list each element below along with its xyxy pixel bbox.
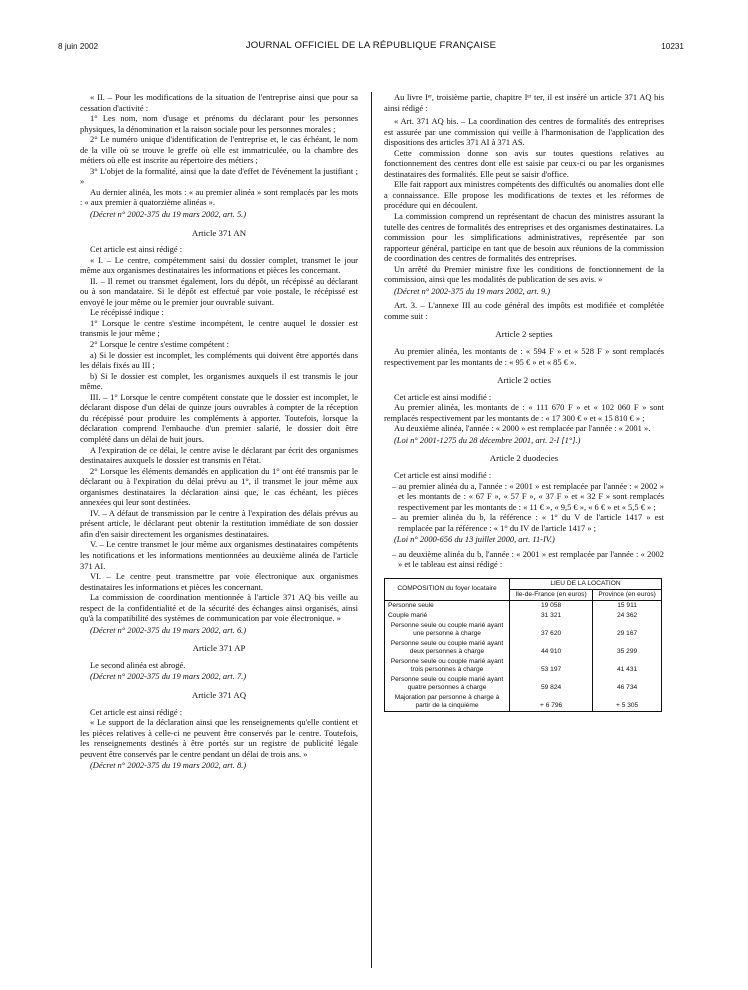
paragraph: Cet article est ainsi modifié : [394, 469, 492, 480]
row-label: Personne seule [385, 600, 510, 611]
paragraph: – au premier alinéa du b, la référence : « 1° du V de l'article 1417 » est remplacée par la référence : « 1° du IV de l'article 1417 » ; [392, 512, 664, 533]
ile-de-france-value: 31 321 [510, 611, 593, 621]
table-row [385, 611, 662, 621]
row-label: Majoration par personne à charge à partir de la cinquième [385, 693, 510, 712]
column-group-header: LIEU DE LA LOCATION [510, 578, 662, 589]
article-heading: Article 371 AQ [191, 689, 247, 700]
ile-de-france-value: + 6 796 [510, 693, 593, 712]
province-value: 46 734 [593, 675, 662, 693]
page-header [58, 40, 684, 54]
paragraph: II. – Il remet ou transmet également, lors du dépôt, un récépissé au déclarant ou à son mandataire. Si le dépôt est effectué par voie postale, le récépissé est envoyé le jour même ou le premier jour ouvrable suivant. [80, 275, 358, 307]
paragraph: III. – 1° Lorsque le centre compétent constate que le dossier est incomplet, le déclarant dispose d'un délai de quinze jours ouvrables à compter de la réception du récépissé pour produire les compléments à apporter. Toutefois, lorsque la déclaration comprend l'embauche d'un premier salarié, le dossier doit être complété dans un délai de huit jours. [80, 391, 358, 444]
table-row [385, 621, 662, 639]
row-label: Personne seule ou couple marié ayant une personne à charge [385, 621, 510, 639]
paragraph: « Art. 371 AQ bis. – La coordination des centres de formalités des entreprises est assurée par une commission qui veille à l'harmonisation de l'application des dispositions des articles 371 AI à 371 AS. [384, 116, 664, 148]
article-heading: Article 2 duodecies [489, 453, 559, 464]
paragraph: 3° L'objet de la formalité, ainsi que la date d'effet de l'événement la justifiant ; » [80, 165, 358, 187]
right-column [384, 92, 664, 712]
paragraph: 1° Les nom, nom d'usage et prénoms du déclarant pour les personnes physiques, la dénomination et la raison sociale pour les personnes morales ; [80, 113, 358, 134]
province-value: 29 167 [593, 621, 662, 639]
column-header: Province (en euros) [593, 589, 662, 600]
ile-de-france-value: 44 910 [510, 639, 593, 657]
paragraph: La commission de coordination mentionnée à l'article 371 AQ bis veille au respect de la confidentialité et de la sécurité des échanges ainsi organisés, ainsi qu'à la compatibilité des systèmes de communication par voie électronique. » [80, 592, 358, 624]
paragraph: 1° Lorsque le centre s'estime incompétent, le centre auquel le dossier est transmis le jour même ; [80, 317, 358, 339]
province-value: 15 911 [593, 600, 662, 611]
province-value: 35 299 [593, 639, 662, 657]
table-row [385, 639, 662, 657]
paragraph: – au premier alinéa du a, l'année : « 2001 » est remplacée par l'année : « 2002 » et les montants de : « 67 F », « 57 F », « 37 F » et « 32 F » sont remplacés respectivement par les montants de : « 11 € », « 9,5 € », « 6 € » et « 5,5 € » ; [392, 480, 664, 512]
citation: (Décret n° 2002-375 du 19 mars 2002, art. 8.) [90, 760, 247, 771]
table-body [385, 600, 662, 711]
citation: (Loi n° 2000-656 du 13 juillet 2000, art. 11-IV.) [394, 534, 555, 545]
column-header: Ile-de-France (en euros) [510, 589, 593, 600]
paragraph: Au premier alinéa, les montants de : « 594 F » et « 528 F » sont remplacés respectivement par les montants de : « 95 € » et « 85 € ». [384, 346, 664, 367]
paragraph: Un arrêté du Premier ministre fixe les conditions de fonctionnement de la commission, ainsi que les modalités de publication de ses avis. » [384, 263, 664, 285]
paragraph: Cette commission donne son avis sur toutes questions relatives au fonctionnement des centres dont elle est saisie par ceux-ci ou par les organismes destinataires des formalités. Elle peut se saisir d'office. [384, 147, 664, 179]
paragraph: « II. – Pour les modifications de la situation de l'entreprise ainsi que pour sa cessation d'activité : [80, 92, 358, 113]
citation: (Décret n° 2002-375 du 19 mars 2002, art. 5.) [90, 209, 247, 220]
ile-de-france-value: 19 058 [510, 600, 593, 611]
row-label: Personne seule ou couple marié ayant deux personnes à charge [385, 639, 510, 657]
ile-de-france-value: 53 197 [510, 657, 593, 675]
citation: (Loi n° 2001-1275 du 28 décembre 2001, art. 2-I [1°].) [394, 434, 581, 445]
paragraph: Au premier alinéa, les montants de : « 111 670 F » et « 102 060 F » sont remplacés respectivement par les montants de : « 17 300 € » et « 15 810 € » ; [384, 402, 664, 423]
table-row [385, 600, 662, 611]
article-heading: Article 2 octies [497, 375, 551, 386]
paragraph: – au deuxième alinéa du b, l'année : « 2001 » est remplacée par l'année : « 2002 » et le tableau est ainsi rédigé : [392, 548, 664, 570]
table-row [385, 657, 662, 675]
paragraph: Cet article est ainsi rédigé : [90, 244, 183, 255]
province-value: 41 431 [593, 657, 662, 675]
paragraph: Cet article est ainsi modifié : [394, 391, 492, 402]
column-header: COMPOSITION du foyer locataire [385, 578, 510, 600]
paragraph: Elle fait rapport aux ministres compétents des difficultés ou anomalies dont elle a connaissance. Elle propose les modifications de textes et les réformes de procédure qui en découlent. [384, 179, 664, 211]
paragraph: Art. 3. – L'annexe III au code général des impôts est modifiée et complétée comme suit : [384, 300, 664, 321]
paragraph: Le second alinéa est abrogé. [90, 659, 186, 670]
left-column [80, 92, 358, 775]
paragraph: Au livre Iᵉʳ, troisième partie, chapitre Iᵉʳ ter, il est inséré un article 371 AQ bis ainsi rédigé : [384, 92, 664, 113]
paragraph: Le récépissé indique : [90, 307, 164, 318]
income-ceiling-table [384, 578, 662, 712]
page-number: 10231 [661, 42, 684, 51]
paragraph: La commission comprend un représentant de chacun des ministres assurant la tutelle des centres de formalités des entreprises et des organismes destinataires. La commission pour les simplifications administratives, représentée par son rapporteur général, participe en tant que de besoin aux réunions de la commission de coordination des centres de formalités des entreprises. [384, 211, 664, 264]
table-row [385, 675, 662, 693]
row-label: Personne seule ou couple marié ayant quatre personnes à charge [385, 675, 510, 693]
journal-title: JOURNAL OFFICIEL DE LA RÉPUBLIQUE FRANÇAISE [245, 40, 497, 51]
citation: (Décret n° 2002-375 du 19 mars 2002, art. 7.) [90, 671, 247, 682]
ile-de-france-value: 37 620 [510, 621, 593, 639]
province-value: 24 362 [593, 611, 662, 621]
paragraph: IV. – A défaut de transmission par le centre à l'expiration des délais prévus au présent article, le déclarant peut obtenir la restitution immédiate de son dossier afin d'en saisir directement les organismes destinataires. [80, 507, 358, 539]
article-heading: Article 371 AP [192, 643, 246, 654]
paragraph: 2° Lorsque le centre s'estime compétent : [90, 339, 229, 350]
paragraph: VI. – Le centre peut transmettre par voie électronique aux organismes destinataires les informations et pièces les concernant. [80, 571, 358, 592]
paragraph: Au dernier alinéa, les mots : « au premier alinéa » sont remplacés par les mots : « aux premier à quatorzième alinéas ». [80, 186, 358, 208]
paragraph: V. – Le centre transmet le jour même aux organismes destinataires compétents les notifications et les informations mentionnées au deuxième alinéa de l'article 371 AI. [80, 539, 358, 571]
ile-de-france-value: 59 824 [510, 675, 593, 693]
paragraph: Cet article est ainsi rédigé : [90, 706, 183, 717]
row-label: Couple marié [385, 611, 510, 621]
paragraph: « I. – Le centre, compétemment saisi du dossier complet, transmet le jour même aux organismes destinataires les informations et pièces les concernant. [80, 254, 358, 276]
article-heading: Article 371 AN [191, 227, 247, 238]
citation: (Décret n° 2002-375 du 19 mars 2002, art. 6.) [90, 624, 247, 635]
paragraph: b) Si le dossier est complet, les organismes auxquels il est transmis le jour même. [80, 370, 358, 392]
paragraph: A l'expiration de ce délai, le centre avise le déclarant par écrit des organismes destinataires auxquels le dossier est transmis en l'état. [80, 444, 358, 466]
row-label: Personne seule ou couple marié ayant trois personnes à charge [385, 657, 510, 675]
paragraph: Au deuxième alinéa, l'année : « 2000 » est remplacée par l'année : « 2001 ». [394, 423, 651, 434]
paragraph: a) Si le dossier est incomplet, les compléments qui doivent être apportés dans les délais fixés au III ; [80, 349, 358, 371]
paragraph: « Le support de la déclaration ainsi que les renseignements qu'elle contient et les pièces relatives à celle-ci ne peuvent être conservés par le centre. Toutefois, les renseignements destinés à être portés sur un registre de publicité légale peuvent être conservés par le centre pendant un délai de trois ans. » [80, 717, 358, 759]
province-value: + 5 305 [593, 693, 662, 712]
paragraph: 2° Lorsque les éléments demandés en application du 1° ont été transmis par le déclarant ou à l'expiration du délai prévu au 1°, il transmet le jour même aux organismes destinataires la déclaration ainsi que, le cas échéant, les pièces annexées qui leur sont destinées. [80, 465, 358, 508]
paragraph: 2° Le numéro unique d'identification de l'entreprise et, le cas échéant, le nom de la ville où se trouve le greffe où elle est immatriculée, ou la chambre des métiers où elle est inscrite au répertoire des métiers ; [80, 134, 358, 166]
header-date: 8 juin 2002 [58, 42, 99, 51]
article-heading: Article 2 septies [495, 329, 553, 340]
column-divider [371, 92, 372, 968]
table-row [385, 693, 662, 712]
citation: (Décret n° 2002-375 du 19 mars 2002, art. 9.) [394, 285, 551, 296]
